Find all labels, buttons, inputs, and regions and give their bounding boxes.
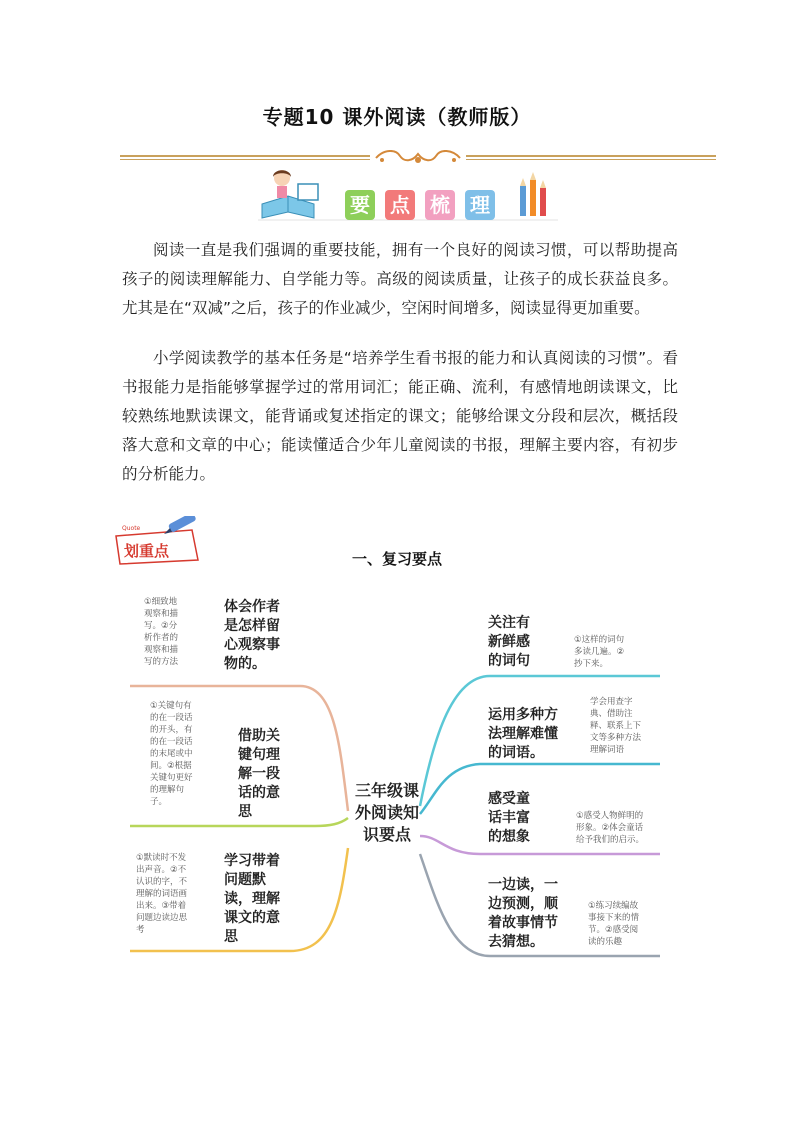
section-title: 一、复习要点	[351, 550, 442, 568]
banner-char-3: 梳	[425, 190, 455, 220]
center-line: 识要点	[362, 825, 411, 844]
task-paragraph: 小学阅读教学的基本任务是“培养学生看书报的能力和认真阅读的习惯”。看书报能力是指能够掌握学过的常用词汇；能正确、流利，有感情地朗读课文，比较熟练地默读课文，能背诵或复述指定的课文；能够给课文分段和层次，概括段落大意和文章的中心；能读懂适合少年儿童阅读的书报，理解主要内容，有初步的分析能力。	[122, 349, 678, 483]
right-node-1-note: ①这样的词句 多读几遍。② 抄下来。	[574, 635, 625, 669]
right-node-3-title: 感受童 话丰富 的想象	[488, 791, 530, 845]
right-node-4-title: 一边读，一 边预测，顺 着故事情节 去猜想。	[488, 877, 558, 950]
right-node-2-title: 运用多种方 法理解难懂 的词语。	[488, 707, 558, 761]
left-node-3-title: 学习带着 问题默 读，理解 课文的意 思	[224, 853, 280, 945]
banner-char-1: 要	[345, 190, 375, 220]
stamp-quote: Quote	[122, 525, 141, 532]
ornament-divider	[120, 150, 716, 166]
mindmap-center	[343, 780, 431, 846]
left-node-2-note: ①关键句有 的在一段话 的开头，有 的在一段话 的末尾或中 间。②根据 关键句更好 的理解句 子。	[150, 701, 193, 807]
right-node-2-note: 学会用查字 典、借助注 释、联系上下 文等多种方法 理解词语	[590, 697, 642, 755]
intro-paragraph: 阅读一直是我们强调的重要技能，拥有一个良好的阅读习惯，可以帮助提高孩子的阅读理解能力、自学能力等。高级的阅读质量，让孩子的成长获益良多。尤其是在“双减”之后，孩子的作业减少，空闲时间增多，阅读显得更加重要。	[122, 241, 678, 317]
banner-char-2: 点	[385, 190, 415, 220]
right-node-1-title: 关注有 新鲜感 的词句	[488, 615, 530, 669]
left-node-1-note: ①细致地 观察和描 写。②分 析作者的 观察和描 写的方法	[144, 597, 179, 667]
document-title: 专题10 课外阅读（教师版）	[262, 105, 532, 129]
stamp-text: 划重点	[124, 542, 170, 560]
left-node-2-title: 借助关 键句理 解一段 话的意 思	[238, 728, 280, 820]
right-node-4-note: ①练习续编故 事接下来的情 节。②感受阅 读的乐趣	[588, 901, 640, 947]
left-node-3-note: ①默读时不发 出声音。②不 认识的字，不 理解的词语画 出来。③带着 问题边读边思 考	[136, 853, 188, 935]
right-node-3-note: ①感受人物鲜明的 形象。②体会童话 给予我们的启示。	[576, 811, 645, 845]
left-node-1-title: 体会作者 是怎样留 心观察事 物的。	[224, 599, 280, 672]
center-line: 三年级课	[354, 781, 419, 800]
center-line: 外阅读知	[354, 803, 419, 822]
banner-char-4: 理	[465, 190, 495, 220]
